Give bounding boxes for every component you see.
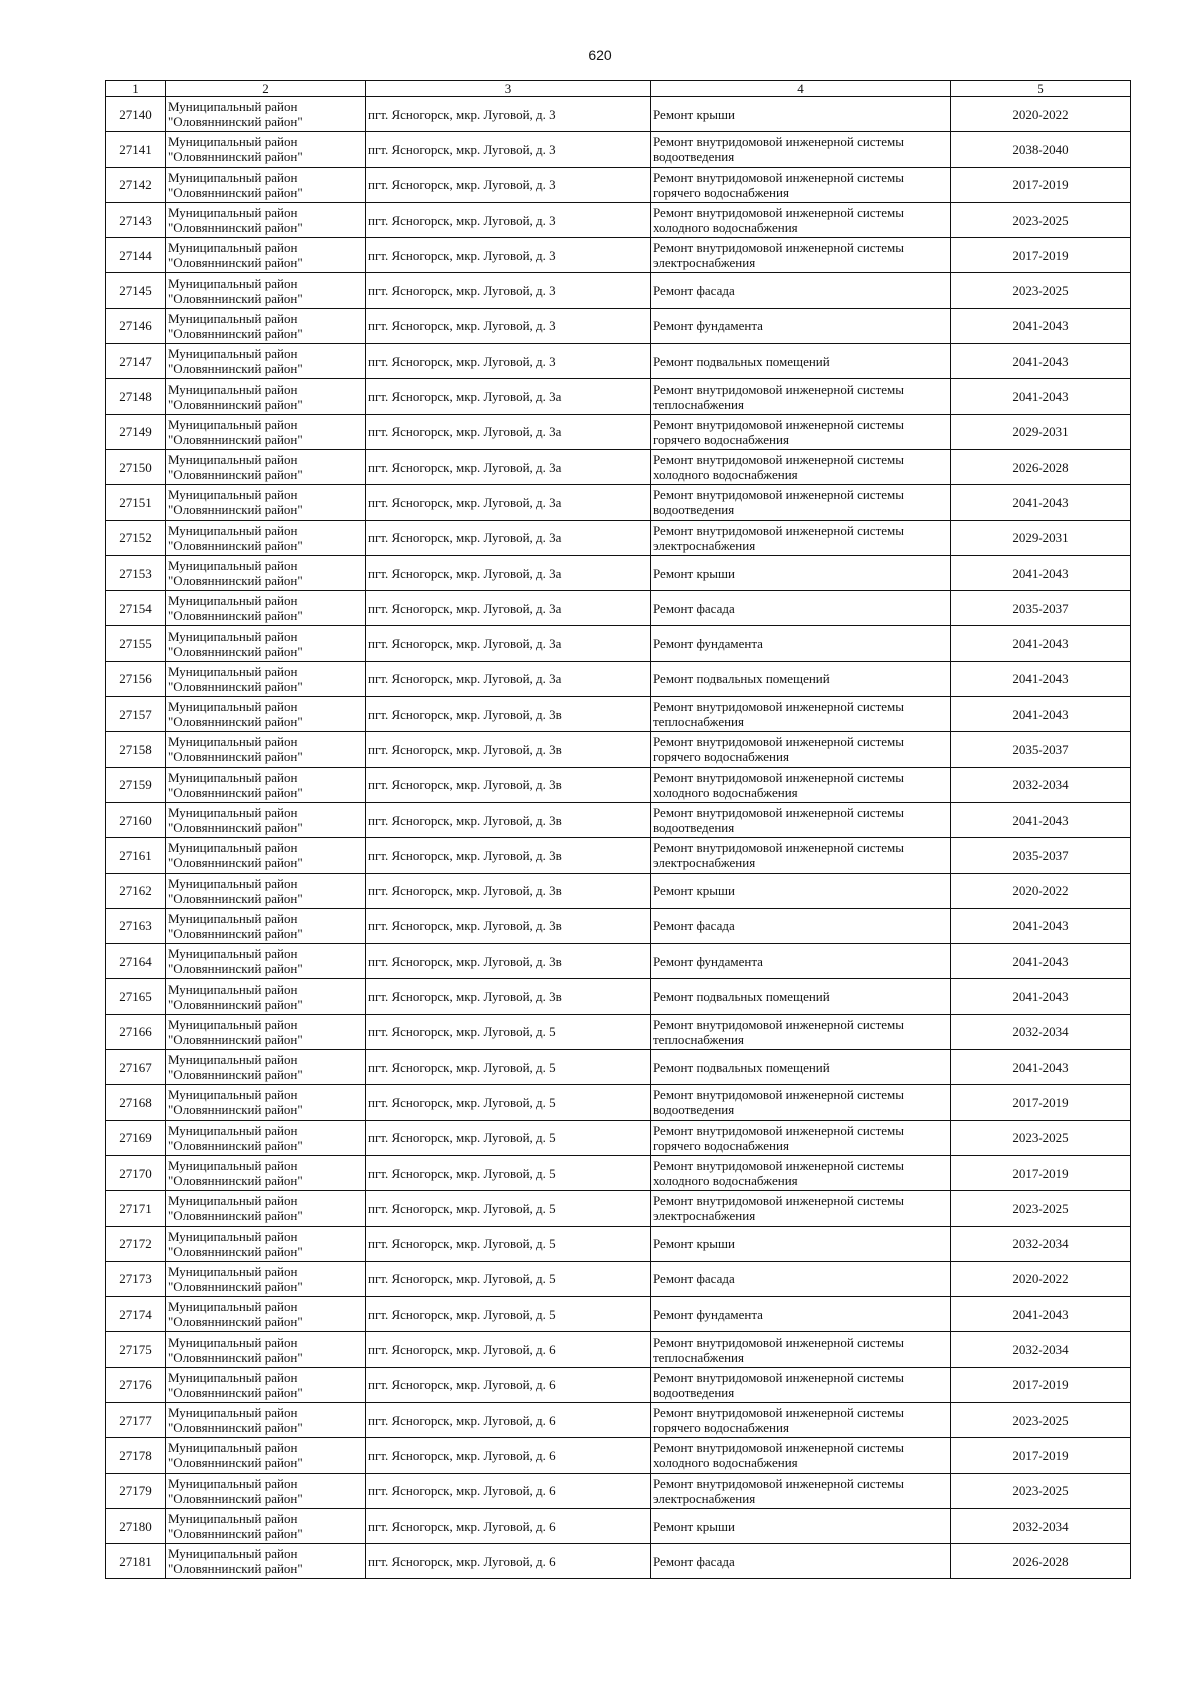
municipality-cell: Муниципальный район "Оловяннинский район" xyxy=(166,1191,366,1226)
table-row xyxy=(106,1544,1131,1579)
row-number-cell: 27145 xyxy=(106,273,166,308)
row-number-cell: 27164 xyxy=(106,944,166,979)
work-type-cell: Ремонт подвальных помещений xyxy=(651,1050,951,1085)
work-type-cell: Ремонт фундамента xyxy=(651,626,951,661)
municipality-cell: Муниципальный район "Оловяннинский район" xyxy=(166,1332,366,1367)
row-number-cell: 27153 xyxy=(106,555,166,590)
address-cell: пгт. Ясногорск, мкр. Луговой, д. 3 xyxy=(366,202,651,237)
municipality-cell: Муниципальный район "Оловяннинский район" xyxy=(166,626,366,661)
work-type-cell: Ремонт крыши xyxy=(651,1508,951,1543)
work-type-cell: Ремонт фасада xyxy=(651,908,951,943)
address-cell: пгт. Ясногорск, мкр. Луговой, д. 6 xyxy=(366,1473,651,1508)
address-cell: пгт. Ясногорск, мкр. Луговой, д. 3в xyxy=(366,979,651,1014)
work-type-cell: Ремонт внутридомовой инженерной системы горячего водоснабжения xyxy=(651,1120,951,1155)
period-cell: 2041-2043 xyxy=(951,661,1131,696)
municipality-cell: Муниципальный район "Оловяннинский район" xyxy=(166,767,366,802)
period-cell: 2041-2043 xyxy=(951,979,1131,1014)
work-type-cell: Ремонт крыши xyxy=(651,97,951,132)
municipality-cell: Муниципальный район "Оловяннинский район" xyxy=(166,132,366,167)
work-type-cell: Ремонт внутридомовой инженерной системы теплоснабжения xyxy=(651,1332,951,1367)
work-type-cell: Ремонт внутридомовой инженерной системы холодного водоснабжения xyxy=(651,1438,951,1473)
period-cell: 2032-2034 xyxy=(951,1332,1131,1367)
period-cell: 2038-2040 xyxy=(951,132,1131,167)
work-type-cell: Ремонт внутридомовой инженерной системы горячего водоснабжения xyxy=(651,167,951,202)
table-row xyxy=(106,802,1131,837)
row-number-cell: 27141 xyxy=(106,132,166,167)
table-row xyxy=(106,344,1131,379)
work-type-cell: Ремонт внутридомовой инженерной системы электроснабжения xyxy=(651,1473,951,1508)
work-type-cell: Ремонт внутридомовой инженерной системы холодного водоснабжения xyxy=(651,1155,951,1190)
municipality-cell: Муниципальный район "Оловяннинский район" xyxy=(166,1155,366,1190)
period-cell: 2017-2019 xyxy=(951,238,1131,273)
address-cell: пгт. Ясногорск, мкр. Луговой, д. 3а xyxy=(366,520,651,555)
row-number-cell: 27165 xyxy=(106,979,166,1014)
address-cell: пгт. Ясногорск, мкр. Луговой, д. 5 xyxy=(366,1155,651,1190)
municipality-cell: Муниципальный район "Оловяннинский район" xyxy=(166,520,366,555)
work-type-cell: Ремонт фасада xyxy=(651,1544,951,1579)
address-cell: пгт. Ясногорск, мкр. Луговой, д. 5 xyxy=(366,1191,651,1226)
row-number-cell: 27162 xyxy=(106,873,166,908)
address-cell: пгт. Ясногорск, мкр. Луговой, д. 6 xyxy=(366,1332,651,1367)
address-cell: пгт. Ясногорск, мкр. Луговой, д. 5 xyxy=(366,1050,651,1085)
period-cell: 2020-2022 xyxy=(951,873,1131,908)
period-cell: 2041-2043 xyxy=(951,555,1131,590)
table-row xyxy=(106,414,1131,449)
work-type-cell: Ремонт внутридомовой инженерной системы водоотведения xyxy=(651,1367,951,1402)
table-row xyxy=(106,944,1131,979)
address-cell: пгт. Ясногорск, мкр. Луговой, д. 3в xyxy=(366,873,651,908)
row-number-cell: 27174 xyxy=(106,1297,166,1332)
row-number-cell: 27150 xyxy=(106,449,166,484)
municipality-cell: Муниципальный район "Оловяннинский район" xyxy=(166,1226,366,1261)
table-row xyxy=(106,908,1131,943)
address-cell: пгт. Ясногорск, мкр. Луговой, д. 3в xyxy=(366,732,651,767)
row-number-cell: 27181 xyxy=(106,1544,166,1579)
row-number-cell: 27178 xyxy=(106,1438,166,1473)
row-number-cell: 27176 xyxy=(106,1367,166,1402)
period-cell: 2041-2043 xyxy=(951,626,1131,661)
work-type-cell: Ремонт крыши xyxy=(651,873,951,908)
work-type-cell: Ремонт фасада xyxy=(651,273,951,308)
work-type-cell: Ремонт внутридомовой инженерной системы электроснабжения xyxy=(651,1191,951,1226)
municipality-cell: Муниципальный район "Оловяннинский район" xyxy=(166,485,366,520)
work-type-cell: Ремонт подвальных помещений xyxy=(651,979,951,1014)
municipality-cell: Муниципальный район "Оловяннинский район" xyxy=(166,202,366,237)
municipality-cell: Муниципальный район "Оловяннинский район" xyxy=(166,414,366,449)
header-cell-2: 2 xyxy=(166,81,366,97)
address-cell: пгт. Ясногорск, мкр. Луговой, д. 5 xyxy=(366,1014,651,1049)
row-number-cell: 27140 xyxy=(106,97,166,132)
address-cell: пгт. Ясногорск, мкр. Луговой, д. 3а xyxy=(366,661,651,696)
municipality-cell: Муниципальный район "Оловяннинский район" xyxy=(166,1367,366,1402)
work-type-cell: Ремонт внутридомовой инженерной системы холодного водоснабжения xyxy=(651,202,951,237)
period-cell: 2041-2043 xyxy=(951,308,1131,343)
row-number-cell: 27169 xyxy=(106,1120,166,1155)
address-cell: пгт. Ясногорск, мкр. Луговой, д. 3а xyxy=(366,449,651,484)
row-number-cell: 27166 xyxy=(106,1014,166,1049)
work-type-cell: Ремонт подвальных помещений xyxy=(651,661,951,696)
header-cell-3: 3 xyxy=(366,81,651,97)
period-cell: 2023-2025 xyxy=(951,1402,1131,1437)
work-type-cell: Ремонт внутридомовой инженерной системы водоотведения xyxy=(651,132,951,167)
period-cell: 2020-2022 xyxy=(951,97,1131,132)
table-row xyxy=(106,979,1131,1014)
table-row xyxy=(106,1473,1131,1508)
address-cell: пгт. Ясногорск, мкр. Луговой, д. 5 xyxy=(366,1085,651,1120)
data-table xyxy=(105,80,1131,1579)
row-number-cell: 27167 xyxy=(106,1050,166,1085)
address-cell: пгт. Ясногорск, мкр. Луговой, д. 5 xyxy=(366,1261,651,1296)
row-number-cell: 27168 xyxy=(106,1085,166,1120)
table-row xyxy=(106,308,1131,343)
address-cell: пгт. Ясногорск, мкр. Луговой, д. 3 xyxy=(366,97,651,132)
work-type-cell: Ремонт внутридомовой инженерной системы теплоснабжения xyxy=(651,1014,951,1049)
municipality-cell: Муниципальный район "Оловяннинский район" xyxy=(166,1544,366,1579)
municipality-cell: Муниципальный район "Оловяннинский район" xyxy=(166,697,366,732)
row-number-cell: 27155 xyxy=(106,626,166,661)
row-number-cell: 27147 xyxy=(106,344,166,379)
municipality-cell: Муниципальный район "Оловяннинский район" xyxy=(166,238,366,273)
period-cell: 2023-2025 xyxy=(951,1473,1131,1508)
period-cell: 2035-2037 xyxy=(951,591,1131,626)
period-cell: 2023-2025 xyxy=(951,273,1131,308)
address-cell: пгт. Ясногорск, мкр. Луговой, д. 6 xyxy=(366,1367,651,1402)
address-cell: пгт. Ясногорск, мкр. Луговой, д. 3в xyxy=(366,767,651,802)
address-cell: пгт. Ясногорск, мкр. Луговой, д. 3в xyxy=(366,944,651,979)
table-row xyxy=(106,167,1131,202)
address-cell: пгт. Ясногорск, мкр. Луговой, д. 3а xyxy=(366,485,651,520)
row-number-cell: 27179 xyxy=(106,1473,166,1508)
row-number-cell: 27175 xyxy=(106,1332,166,1367)
table-row xyxy=(106,1226,1131,1261)
table-row xyxy=(106,697,1131,732)
work-type-cell: Ремонт внутридомовой инженерной системы теплоснабжения xyxy=(651,697,951,732)
address-cell: пгт. Ясногорск, мкр. Луговой, д. 6 xyxy=(366,1402,651,1437)
period-cell: 2041-2043 xyxy=(951,908,1131,943)
table-row xyxy=(106,1402,1131,1437)
row-number-cell: 27142 xyxy=(106,167,166,202)
period-cell: 2041-2043 xyxy=(951,697,1131,732)
period-cell: 2032-2034 xyxy=(951,1226,1131,1261)
row-number-cell: 27159 xyxy=(106,767,166,802)
table-row xyxy=(106,485,1131,520)
header-cell-4: 4 xyxy=(651,81,951,97)
work-type-cell: Ремонт внутридомовой инженерной системы холодного водоснабжения xyxy=(651,449,951,484)
row-number-cell: 27172 xyxy=(106,1226,166,1261)
table-row xyxy=(106,238,1131,273)
row-number-cell: 27161 xyxy=(106,838,166,873)
row-number-cell: 27151 xyxy=(106,485,166,520)
page-number: 620 xyxy=(588,47,612,63)
table-row xyxy=(106,1332,1131,1367)
municipality-cell: Муниципальный район "Оловяннинский район" xyxy=(166,908,366,943)
table-row xyxy=(106,555,1131,590)
period-cell: 2035-2037 xyxy=(951,838,1131,873)
table-row xyxy=(106,838,1131,873)
header-row xyxy=(106,81,1131,97)
work-type-cell: Ремонт внутридомовой инженерной системы электроснабжения xyxy=(651,838,951,873)
municipality-cell: Муниципальный район "Оловяннинский район" xyxy=(166,1261,366,1296)
address-cell: пгт. Ясногорск, мкр. Луговой, д. 3в xyxy=(366,697,651,732)
table-row xyxy=(106,1261,1131,1296)
header-cell-5: 5 xyxy=(951,81,1131,97)
table-row xyxy=(106,379,1131,414)
period-cell: 2032-2034 xyxy=(951,1014,1131,1049)
address-cell: пгт. Ясногорск, мкр. Луговой, д. 3 xyxy=(366,344,651,379)
period-cell: 2032-2034 xyxy=(951,767,1131,802)
table-row xyxy=(106,202,1131,237)
municipality-cell: Муниципальный район "Оловяннинский район" xyxy=(166,838,366,873)
table-row xyxy=(106,661,1131,696)
row-number-cell: 27156 xyxy=(106,661,166,696)
row-number-cell: 27143 xyxy=(106,202,166,237)
address-cell: пгт. Ясногорск, мкр. Луговой, д. 3а xyxy=(366,379,651,414)
table-row xyxy=(106,97,1131,132)
municipality-cell: Муниципальный район "Оловяннинский район" xyxy=(166,1297,366,1332)
work-type-cell: Ремонт подвальных помещений xyxy=(651,344,951,379)
table-row xyxy=(106,626,1131,661)
municipality-cell: Муниципальный район "Оловяннинский район" xyxy=(166,661,366,696)
table-row xyxy=(106,732,1131,767)
municipality-cell: Муниципальный район "Оловяннинский район" xyxy=(166,379,366,414)
row-number-cell: 27171 xyxy=(106,1191,166,1226)
period-cell: 2041-2043 xyxy=(951,802,1131,837)
work-type-cell: Ремонт внутридомовой инженерной системы электроснабжения xyxy=(651,520,951,555)
address-cell: пгт. Ясногорск, мкр. Луговой, д. 3в xyxy=(366,802,651,837)
work-type-cell: Ремонт внутридомовой инженерной системы горячего водоснабжения xyxy=(651,1402,951,1437)
period-cell: 2026-2028 xyxy=(951,1544,1131,1579)
municipality-cell: Муниципальный район "Оловяннинский район" xyxy=(166,944,366,979)
period-cell: 2041-2043 xyxy=(951,1297,1131,1332)
period-cell: 2017-2019 xyxy=(951,1155,1131,1190)
row-number-cell: 27170 xyxy=(106,1155,166,1190)
row-number-cell: 27144 xyxy=(106,238,166,273)
table-row xyxy=(106,1085,1131,1120)
row-number-cell: 27160 xyxy=(106,802,166,837)
address-cell: пгт. Ясногорск, мкр. Луговой, д. 3а xyxy=(366,555,651,590)
work-type-cell: Ремонт фасада xyxy=(651,591,951,626)
municipality-cell: Муниципальный район "Оловяннинский район" xyxy=(166,167,366,202)
table-row xyxy=(106,449,1131,484)
work-type-cell: Ремонт внутридомовой инженерной системы теплоснабжения xyxy=(651,379,951,414)
municipality-cell: Муниципальный район "Оловяннинский район" xyxy=(166,732,366,767)
row-number-cell: 27149 xyxy=(106,414,166,449)
period-cell: 2035-2037 xyxy=(951,732,1131,767)
row-number-cell: 27157 xyxy=(106,697,166,732)
address-cell: пгт. Ясногорск, мкр. Луговой, д. 6 xyxy=(366,1544,651,1579)
period-cell: 2032-2034 xyxy=(951,1508,1131,1543)
work-type-cell: Ремонт внутридомовой инженерной системы электроснабжения xyxy=(651,238,951,273)
municipality-cell: Муниципальный район "Оловяннинский район" xyxy=(166,273,366,308)
address-cell: пгт. Ясногорск, мкр. Луговой, д. 5 xyxy=(366,1226,651,1261)
period-cell: 2017-2019 xyxy=(951,1085,1131,1120)
municipality-cell: Муниципальный район "Оловяннинский район" xyxy=(166,1085,366,1120)
table-row xyxy=(106,1050,1131,1085)
municipality-cell: Муниципальный район "Оловяннинский район" xyxy=(166,1508,366,1543)
table-row xyxy=(106,1438,1131,1473)
address-cell: пгт. Ясногорск, мкр. Луговой, д. 3 xyxy=(366,132,651,167)
period-cell: 2041-2043 xyxy=(951,1050,1131,1085)
header-cell-1: 1 xyxy=(106,81,166,97)
row-number-cell: 27173 xyxy=(106,1261,166,1296)
work-type-cell: Ремонт внутридомовой инженерной системы водоотведения xyxy=(651,485,951,520)
work-type-cell: Ремонт фундамента xyxy=(651,308,951,343)
address-cell: пгт. Ясногорск, мкр. Луговой, д. 3а xyxy=(366,591,651,626)
address-cell: пгт. Ясногорск, мкр. Луговой, д. 3 xyxy=(366,238,651,273)
table-row xyxy=(106,1297,1131,1332)
municipality-cell: Муниципальный район "Оловяннинский район" xyxy=(166,97,366,132)
address-cell: пгт. Ясногорск, мкр. Луговой, д. 3в xyxy=(366,908,651,943)
municipality-cell: Муниципальный район "Оловяннинский район" xyxy=(166,555,366,590)
work-type-cell: Ремонт внутридомовой инженерной системы горячего водоснабжения xyxy=(651,414,951,449)
table-row xyxy=(106,1014,1131,1049)
municipality-cell: Муниципальный район "Оловяннинский район" xyxy=(166,1120,366,1155)
table-row xyxy=(106,520,1131,555)
municipality-cell: Муниципальный район "Оловяннинский район" xyxy=(166,873,366,908)
address-cell: пгт. Ясногорск, мкр. Луговой, д. 3 xyxy=(366,308,651,343)
table-body xyxy=(106,97,1131,1579)
municipality-cell: Муниципальный район "Оловяннинский район" xyxy=(166,344,366,379)
address-cell: пгт. Ясногорск, мкр. Луговой, д. 3а xyxy=(366,414,651,449)
work-type-cell: Ремонт внутридомовой инженерной системы горячего водоснабжения xyxy=(651,732,951,767)
municipality-cell: Муниципальный район "Оловяннинский район" xyxy=(166,1050,366,1085)
row-number-cell: 27180 xyxy=(106,1508,166,1543)
work-type-cell: Ремонт фундамента xyxy=(651,1297,951,1332)
address-cell: пгт. Ясногорск, мкр. Луговой, д. 6 xyxy=(366,1438,651,1473)
work-type-cell: Ремонт внутридомовой инженерной системы холодного водоснабжения xyxy=(651,767,951,802)
row-number-cell: 27152 xyxy=(106,520,166,555)
municipality-cell: Муниципальный район "Оловяннинский район" xyxy=(166,591,366,626)
period-cell: 2017-2019 xyxy=(951,1367,1131,1402)
period-cell: 2041-2043 xyxy=(951,344,1131,379)
municipality-cell: Муниципальный район "Оловяннинский район" xyxy=(166,308,366,343)
period-cell: 2041-2043 xyxy=(951,485,1131,520)
row-number-cell: 27158 xyxy=(106,732,166,767)
period-cell: 2023-2025 xyxy=(951,1120,1131,1155)
period-cell: 2023-2025 xyxy=(951,1191,1131,1226)
period-cell: 2041-2043 xyxy=(951,379,1131,414)
address-cell: пгт. Ясногорск, мкр. Луговой, д. 6 xyxy=(366,1508,651,1543)
table-row xyxy=(106,873,1131,908)
period-cell: 2023-2025 xyxy=(951,202,1131,237)
municipality-cell: Муниципальный район "Оловяннинский район" xyxy=(166,1438,366,1473)
municipality-cell: Муниципальный район "Оловяннинский район" xyxy=(166,1473,366,1508)
table-row xyxy=(106,1508,1131,1543)
address-cell: пгт. Ясногорск, мкр. Луговой, д. 5 xyxy=(366,1297,651,1332)
period-cell: 2026-2028 xyxy=(951,449,1131,484)
period-cell: 2041-2043 xyxy=(951,944,1131,979)
period-cell: 2029-2031 xyxy=(951,520,1131,555)
table-row xyxy=(106,591,1131,626)
address-cell: пгт. Ясногорск, мкр. Луговой, д. 3в xyxy=(366,838,651,873)
work-type-cell: Ремонт крыши xyxy=(651,1226,951,1261)
address-cell: пгт. Ясногорск, мкр. Луговой, д. 3а xyxy=(366,626,651,661)
period-cell: 2029-2031 xyxy=(951,414,1131,449)
row-number-cell: 27146 xyxy=(106,308,166,343)
row-number-cell: 27177 xyxy=(106,1402,166,1437)
table-row xyxy=(106,273,1131,308)
work-type-cell: Ремонт внутридомовой инженерной системы водоотведения xyxy=(651,1085,951,1120)
table-row xyxy=(106,1155,1131,1190)
address-cell: пгт. Ясногорск, мкр. Луговой, д. 3 xyxy=(366,167,651,202)
period-cell: 2017-2019 xyxy=(951,167,1131,202)
address-cell: пгт. Ясногорск, мкр. Луговой, д. 5 xyxy=(366,1120,651,1155)
row-number-cell: 27163 xyxy=(106,908,166,943)
municipality-cell: Муниципальный район "Оловяннинский район" xyxy=(166,449,366,484)
row-number-cell: 27148 xyxy=(106,379,166,414)
work-type-cell: Ремонт крыши xyxy=(651,555,951,590)
work-type-cell: Ремонт внутридомовой инженерной системы водоотведения xyxy=(651,802,951,837)
table-row xyxy=(106,132,1131,167)
table-row xyxy=(106,1367,1131,1402)
work-type-cell: Ремонт фасада xyxy=(651,1261,951,1296)
period-cell: 2017-2019 xyxy=(951,1438,1131,1473)
municipality-cell: Муниципальный район "Оловяннинский район" xyxy=(166,1402,366,1437)
municipality-cell: Муниципальный район "Оловяннинский район" xyxy=(166,1014,366,1049)
address-cell: пгт. Ясногорск, мкр. Луговой, д. 3 xyxy=(366,273,651,308)
table-row xyxy=(106,1191,1131,1226)
municipality-cell: Муниципальный район "Оловяннинский район" xyxy=(166,979,366,1014)
row-number-cell: 27154 xyxy=(106,591,166,626)
period-cell: 2020-2022 xyxy=(951,1261,1131,1296)
municipality-cell: Муниципальный район "Оловяннинский район" xyxy=(166,802,366,837)
table-row xyxy=(106,767,1131,802)
work-type-cell: Ремонт фундамента xyxy=(651,944,951,979)
table-row xyxy=(106,1120,1131,1155)
